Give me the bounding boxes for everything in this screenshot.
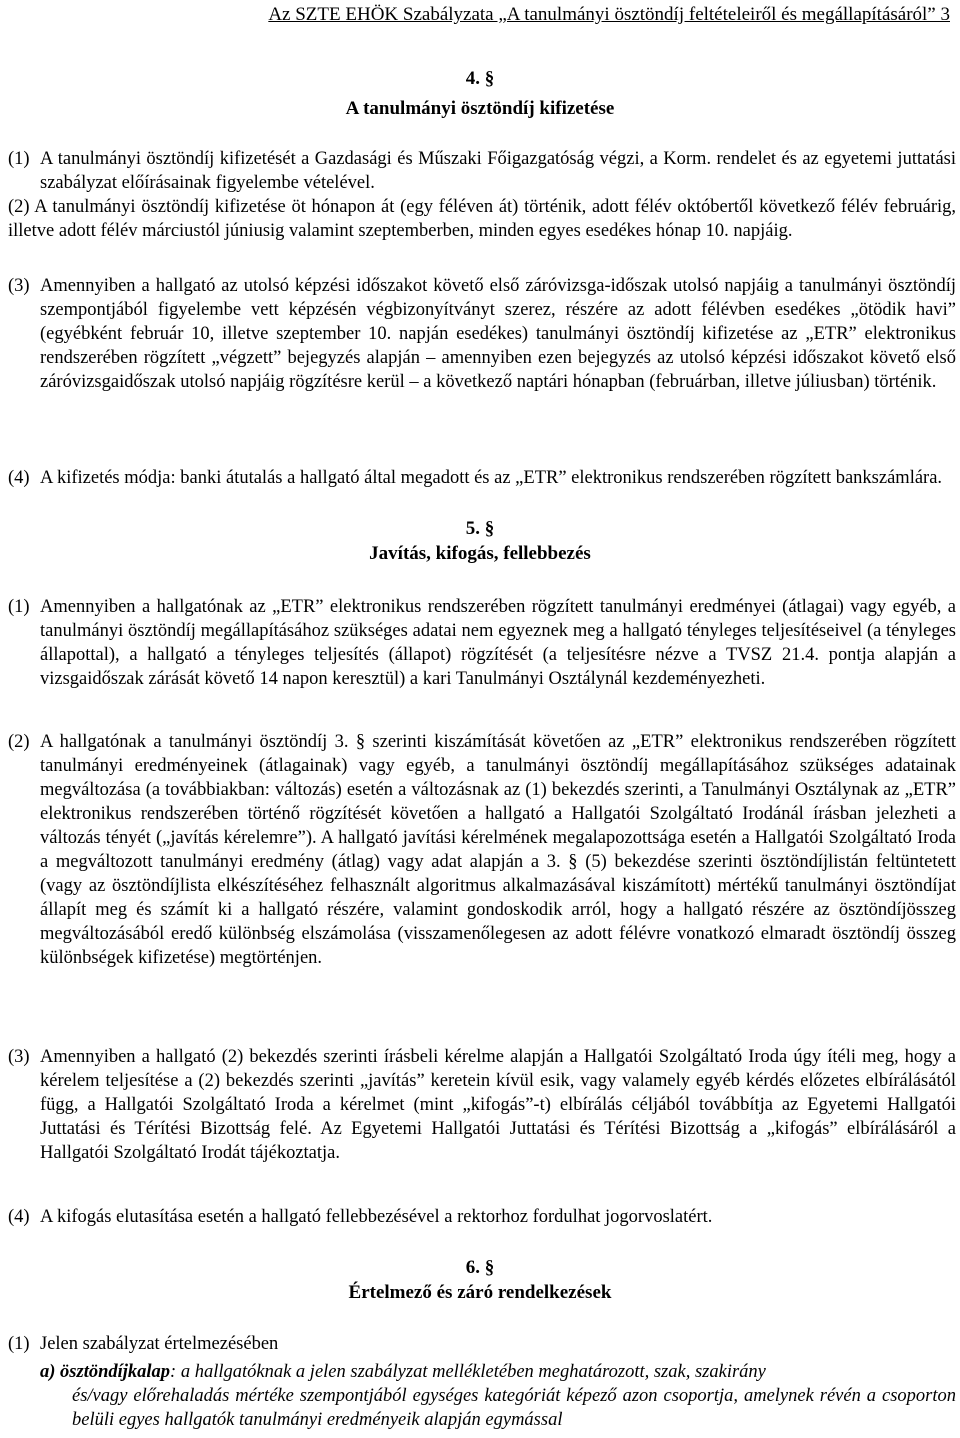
- definition-text: : a hallgatóknak a jelen szabályzat mellékletében meghatározott, szak, szakirány: [170, 1362, 766, 1382]
- paragraph-text: Jelen szabályzat értelmezésében: [40, 1334, 279, 1354]
- section-number: 5. §: [465, 518, 495, 539]
- paragraph-number: (1): [8, 149, 30, 169]
- paragraph: [8, 595, 956, 691]
- paragraph-text: Amennyiben a hallgató az utolsó képzési időszakot követő első záróvizsga-időszak utolsó napjáig a tanulmányi ösztöndíj szempontjából figyelembe vett képzésén végbizonyítványt szerez, részére az adott félévben esedékes „ötödik havi” (egyébként február 10, illetve szeptember 10. napján esedékes) tanulmányi ösztöndíj kifizetése az „ETR” elektronikus rendszerében rögzített „végzett” bejegyzés alapján – amennyiben ezen bejegyzés az utolsó képzési időszakot követő első záróvizsgaidőszak utolsó napjáig rögzítésre kerül – a következő naptári hónapban (februárban, illetve júliusban) történik.: [40, 276, 956, 392]
- paragraph-text: A kifogás elutasítása esetén a hallgató fellebbezésével a rektorhoz fordulhat jogorvoslatért.: [40, 1207, 713, 1227]
- paragraph-text: A tanulmányi ösztöndíj kifizetését a Gazdasági és Műszaki Főigazgatóság végzi, a Korm. rendelet és az egyetemi juttatási szabályzat előírásainak figyelembe vételével.: [40, 149, 956, 193]
- paragraph: [8, 730, 956, 970]
- paragraph-number: (4): [8, 468, 30, 488]
- paragraph-text: A hallgatónak a tanulmányi ösztöndíj 3. § szerinti kiszámítását követően az „ETR” elektronikus rendszerében rögzített tanulmányi eredményeinek (átlagainak) vagy egyéb, a tanulmányi ösztöndíj megállapításához szükséges adatainak megváltozása (a továbbiakban: változás) esetén a változásnak az (1) bekezdés szerinti, a Tanulmányi Osztálynak az „ETR” elektronikus rendszerében történő rögzítését követően a hallgató a Hallgatói Szolgáltató Irodánál írásban jelezheti a változás tényét („javítás kérelemre”). A hallgató javítási kérelmének megalapozottsága esetén a Hallgatói Szolgáltató Iroda a megváltozott tanulmányi eredmény (átlag) vagy adat alapján a 3. § (5) bekezdése szerinti ösztöndíjlistán feltüntetett (vagy az ösztöndíjlista elkészítéséhez felhasznált algoritmus alkalmazásával kiszámított) mértékű tanulmányi ösztöndíjat állapít meg és számít ki a hallgató részére, valamint gondoskodik arról, hogy a hallgató részére az ösztöndíjösszeg megváltozásából eredő különbség elszámolása (visszamenőlegesen az adott félévre vonatkozó elmaradt ösztöndíj összeg különbségek kifizetése) megtörténjen.: [40, 732, 956, 968]
- paragraph-text: Amennyiben a hallgatónak az „ETR” elektronikus rendszerében rögzített tanulmányi eredményei (átlagai) vagy egyéb, a tanulmányi ösztöndíj megállapításához szükséges adatai nem egyeznek meg a hallgató tényleges teljesítéseivel (a tényleges állapottal), a hallgató a tényleges teljesítés (állapot) rögzítését (a teljesítésre nézve a TVSZ 21.4. pontja alapján a vizsgaidőszak zárását követő 14 napon keresztül) a kari Tanulmányi Osztálynál kezdeményezheti.: [40, 597, 956, 689]
- paragraph-text: Amennyiben a hallgató (2) bekezdés szerinti írásbeli kérelme alapján a Hallgatói Szolgáltató Iroda úgy ítéli meg, hogy a kérelem teljesítése a (2) bekezdés szerinti „javítás” keretein kívül esik, vagy valamely egyéb kérdés előzetes elbírálásától függ, a Hallgatói Szolgáltató Iroda a kérelmet (mint „kifogás”-t) elbírálás céljából továbbítja az Egyetemi Hallgatói Juttatási és Térítési Bizottság felé. Az Egyetemi Hallgatói Juttatási és Térítési Bizottság a „kifogás” elbírálásáról a Hallgatói Szolgáltató Irodát tájékoztatja.: [40, 1047, 956, 1163]
- paragraph-number: (1): [8, 1334, 30, 1354]
- section-title: Értelmező és záró rendelkezések: [348, 1282, 612, 1303]
- section-title: A tanulmányi ösztöndíj kifizetése: [345, 98, 615, 119]
- paragraph-text: (2) A tanulmányi ösztöndíj kifizetése öt hónapon át (egy féléven át) történik, adott félév októbertől következő félév februárig, illetve adott félév márciustól júniusig valamint szeptemberben, minden egyes esedékes hónap 10. napjáig.: [8, 197, 956, 241]
- definition-term: ösztöndíjkalap: [60, 1362, 171, 1382]
- section-title: Javítás, kifogás, fellebbezés: [369, 543, 591, 564]
- page-header: Az SZTE EHÖK Szabályzata „A tanulmányi ösztöndíj feltételeiről és megállapításáról” 3: [268, 4, 950, 25]
- definition-continuation: és/vagy előrehaladás mértéke szempontjából egységes kategóriát képező azon csoportja, amelynek révén a csoporton belüli egyes hallgatók tanulmányi eredményeik alapján egymással: [72, 1386, 956, 1430]
- paragraph-text: A kifizetés módja: banki átutalás a hallgató által megadott és az „ETR” elektronikus rendszerében rögzített bankszámlára.: [40, 468, 943, 488]
- paragraph-number: (3): [8, 1047, 30, 1067]
- paragraph: [8, 274, 956, 394]
- paragraph: [8, 1205, 956, 1229]
- definition: [8, 1360, 956, 1432]
- paragraph-number: (3): [8, 276, 30, 296]
- paragraph: [8, 1332, 956, 1356]
- paragraph: [8, 147, 956, 195]
- paragraph-number: (4): [8, 1207, 30, 1227]
- section-number: 6. §: [465, 1257, 495, 1278]
- definition-lead: [8, 1360, 956, 1384]
- paragraph-number: (1): [8, 597, 30, 617]
- paragraph: [8, 195, 956, 243]
- paragraph: [8, 1045, 956, 1165]
- definition-label: a): [40, 1362, 56, 1382]
- paragraph: [8, 466, 956, 490]
- section-number: 4. §: [465, 68, 495, 89]
- paragraph-number: (2): [8, 732, 30, 752]
